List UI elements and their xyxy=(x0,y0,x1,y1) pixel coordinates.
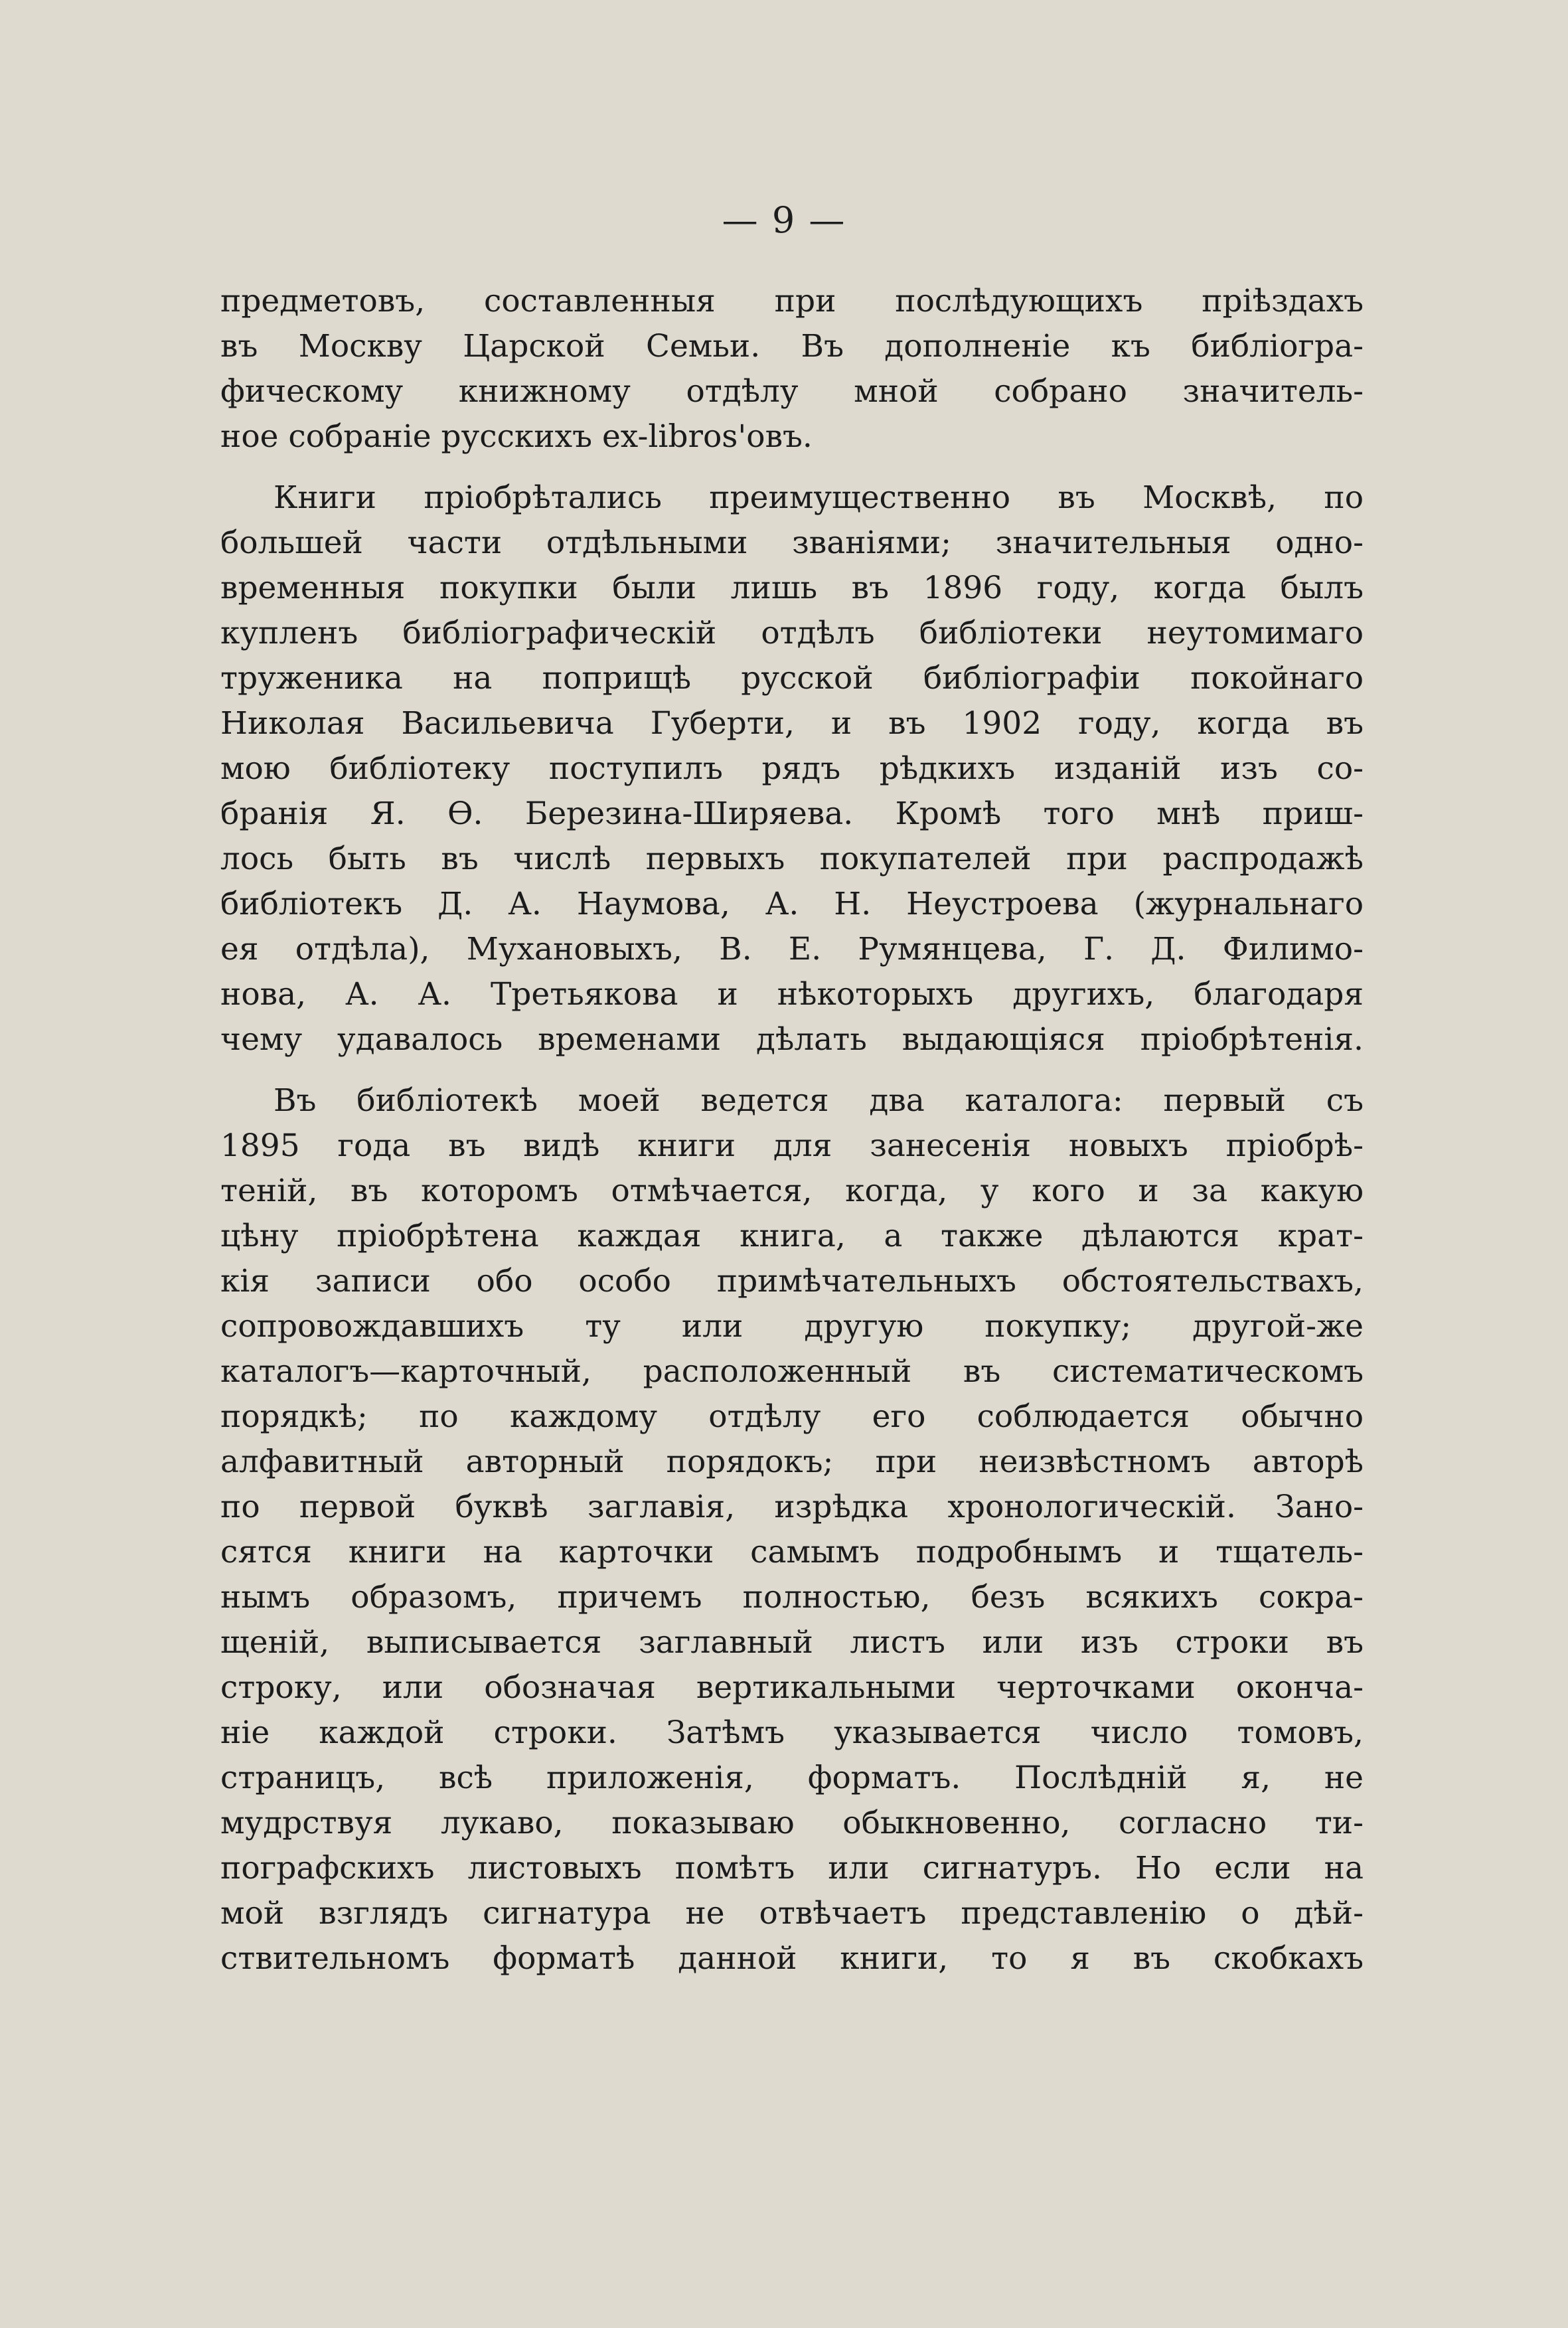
text-line: 1895 года въ видѣ книги для занесенія новыхъ пріобрѣ- xyxy=(220,1127,1364,1164)
page-number: — 9 — xyxy=(722,199,846,241)
text-line: фическому книжному отдѣлу мной собрано значитель- xyxy=(220,373,1364,410)
text-line: пографскихъ листовыхъ помѣтъ или сигнатуръ. Но если на xyxy=(220,1850,1364,1886)
text-line: чему удавалось временами дѣлать выдающіяся пріобрѣтенія. xyxy=(220,1021,1364,1058)
text-line: предметовъ, составленныя при послѣдующихъ пріѣздахъ xyxy=(220,283,1364,319)
text-line: временныя покупки были лишь въ 1896 году, когда былъ xyxy=(220,570,1364,606)
body-text xyxy=(220,279,1364,1981)
text-line: купленъ библіографическій отдѣлъ библіотеки неутомимаго xyxy=(220,615,1364,651)
text-line: по первой буквѣ заглавія, изрѣдка хронологическій. Зано- xyxy=(220,1489,1364,1525)
text-line: лось быть въ числѣ первыхъ покупателей при распродажѣ xyxy=(220,841,1364,877)
text-line: цѣну пріобрѣтена каждая книга, а также дѣлаются крат- xyxy=(220,1218,1364,1254)
text-line: труженика на поприщѣ русской библіографіи покойнаго xyxy=(220,660,1364,697)
text-line: мудрствуя лукаво, показываю обыкновенно, согласно ти- xyxy=(220,1805,1364,1841)
paragraph xyxy=(220,1078,1364,1981)
text-line: щеній, выписывается заглавный листъ или изъ строки въ xyxy=(220,1624,1364,1661)
text-line: нова, А. А. Третьякова и нѣкоторыхъ другихъ, благодаря xyxy=(220,976,1364,1013)
text-line: теній, въ которомъ отмѣчается, когда, у кого и за какую xyxy=(220,1173,1364,1209)
text-line: Николая Васильевича Губерти, и въ 1902 году, когда въ xyxy=(220,705,1364,742)
text-line: въ Москву Царской Семьи. Въ дополненіе къ библіогра- xyxy=(220,328,1364,365)
text-line: алфавитный авторный порядокъ; при неизвѣстномъ авторѣ xyxy=(220,1444,1364,1480)
paragraph xyxy=(220,475,1364,1062)
text-line: бранія Я. Ѳ. Березина-Ширяева. Кромѣ того мнѣ приш- xyxy=(220,795,1364,832)
text-line: мой взглядъ сигнатура не отвѣчаетъ представленію о дѣй- xyxy=(220,1895,1364,1932)
text-line: Книги пріобрѣтались преимущественно въ Москвѣ, по xyxy=(274,479,1364,516)
paragraph xyxy=(220,279,1364,459)
text-line: Въ библіотекѣ моей ведется два каталога: первый съ xyxy=(274,1082,1364,1119)
text-line: сятся книги на карточки самымъ подробнымъ и тщатель- xyxy=(220,1534,1364,1570)
text-line: мою библіотеку поступилъ рядъ рѣдкихъ изданій изъ со- xyxy=(220,750,1364,787)
text-line: нымъ образомъ, причемъ полностью, безъ всякихъ сокра- xyxy=(220,1579,1364,1616)
text-line: библіотекъ Д. А. Наумова, А. Н. Неустроева (журнальнаго xyxy=(220,886,1364,922)
text-line: ное собраніе русскихъ ex-libros'овъ. xyxy=(220,418,813,455)
text-line: порядкѣ; по каждому отдѣлу его соблюдается обычно xyxy=(220,1398,1364,1435)
text-line: большей части отдѣльными званіями; значительныя одно- xyxy=(220,525,1364,561)
text-line: строку, или обозначая вертикальными черточками оконча- xyxy=(220,1669,1364,1706)
text-line: каталогъ—карточный, расположенный въ систематическомъ xyxy=(220,1353,1364,1390)
text-line: ея отдѣла), Мухановыхъ, В. Е. Румянцева, Г. Д. Филимо- xyxy=(220,931,1364,967)
text-line: страницъ, всѣ приложенія, форматъ. Послѣдній я, не xyxy=(220,1760,1364,1796)
text-line: ствительномъ форматѣ данной книги, то я въ скобкахъ xyxy=(220,1940,1364,1977)
text-line: кія записи обо особо примѣчательныхъ обстоятельствахъ, xyxy=(220,1263,1364,1299)
text-line: ніе каждой строки. Затѣмъ указывается число томовъ, xyxy=(220,1714,1364,1751)
text-line: сопровождавшихъ ту или другую покупку; другой-же xyxy=(220,1308,1364,1345)
